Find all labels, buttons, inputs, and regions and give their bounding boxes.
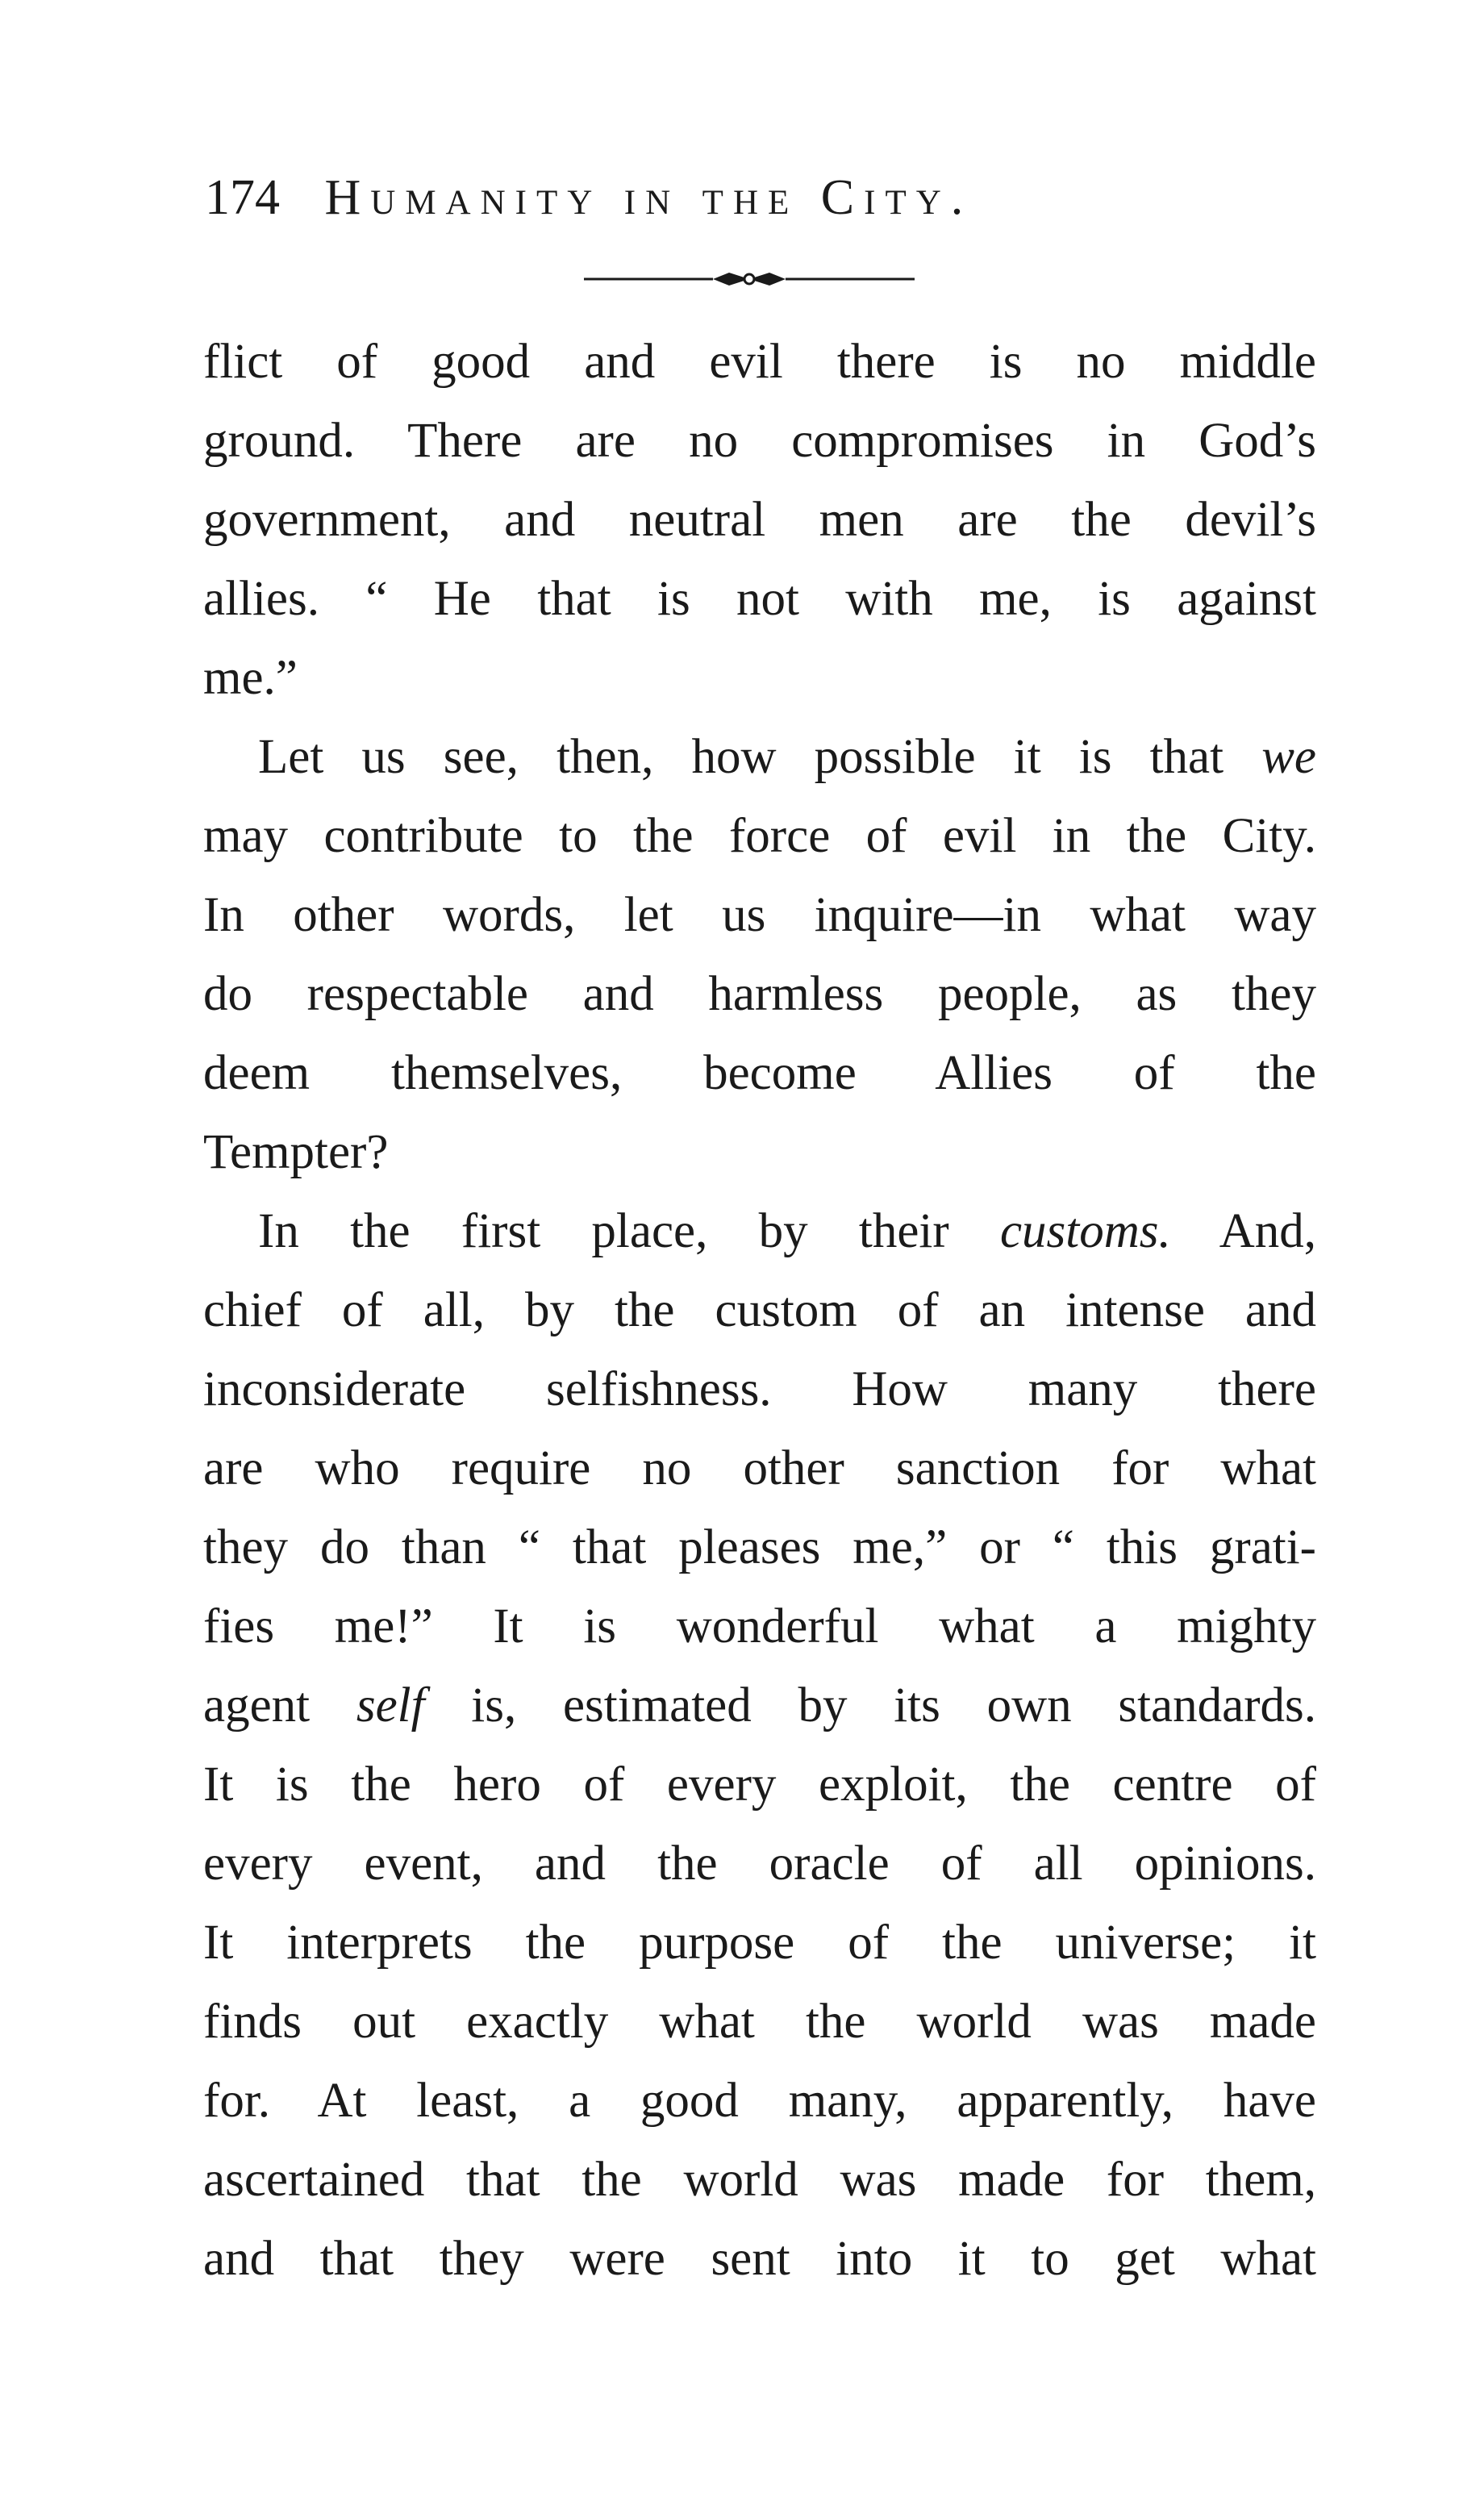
- text-line: and that they were sent into it to get what: [203, 2232, 1316, 2286]
- text-line: It interprets the purpose of the universe; it: [203, 1916, 1316, 1970]
- text-line: for. At least, a good many, apparently, have: [203, 2074, 1316, 2128]
- text-line: me.”: [203, 651, 298, 705]
- text-run: In the first place, by their: [258, 1204, 1000, 1258]
- text-line: may contribute to the force of evil in the City.: [203, 809, 1316, 863]
- text-line: government, and neutral men are the devil’s: [203, 493, 1316, 547]
- text-line: deem themselves, become Allies of the: [203, 1046, 1316, 1100]
- text-line: [203, 1192, 1316, 1271]
- paragraph-1: [203, 323, 1316, 718]
- text-line: chief of all, by the custom of an intense and: [203, 1283, 1316, 1337]
- text-run: Let us see, then, how possible it is that: [258, 730, 1262, 784]
- text-line: finds out exactly what the world was made: [203, 1995, 1316, 2049]
- emphasis: customs.: [999, 1204, 1171, 1258]
- running-title: Humanity in the City.: [324, 170, 973, 225]
- page-number: 174: [205, 170, 280, 225]
- text-line: [203, 1666, 1316, 1745]
- ornamental-rule-icon: [584, 263, 915, 295]
- text-line: every event, and the oracle of all opinions.: [203, 1837, 1316, 1891]
- text-run: is, estimated by its own standards.: [424, 1678, 1316, 1733]
- text-line: do respectable and harmless people, as they: [203, 967, 1316, 1021]
- text-run: And,: [1170, 1204, 1316, 1258]
- paragraph-2: [203, 718, 1316, 1192]
- emphasis: self: [356, 1678, 425, 1733]
- text-line: In other words, let us inquire—in what way: [203, 888, 1316, 942]
- text-line: ascertained that the world was made for them,: [203, 2153, 1316, 2207]
- text-line: ground. There are no compromises in God’s: [203, 414, 1316, 468]
- page-header: [205, 161, 1350, 234]
- text-line: they do than “ that pleases me,” or “ this grati-: [203, 1520, 1316, 1574]
- text-line: inconsiderate selfishness. How many there: [203, 1362, 1316, 1416]
- body-text: [203, 323, 1316, 2299]
- text-line: Tempter?: [203, 1125, 389, 1179]
- paragraph-3: [203, 1192, 1316, 2299]
- text-line: allies. “ He that is not with me, is against: [203, 572, 1316, 626]
- emphasis: we: [1261, 730, 1316, 784]
- text-line: [203, 718, 1316, 797]
- text-line: flict of good and evil there is no middle: [203, 335, 1316, 389]
- text-line: It is the hero of every exploit, the centre of: [203, 1758, 1316, 1812]
- text-line: fies me!” It is wonderful what a mighty: [203, 1599, 1316, 1653]
- text-run: agent: [203, 1678, 356, 1733]
- text-line: are who require no other sanction for what: [203, 1441, 1316, 1495]
